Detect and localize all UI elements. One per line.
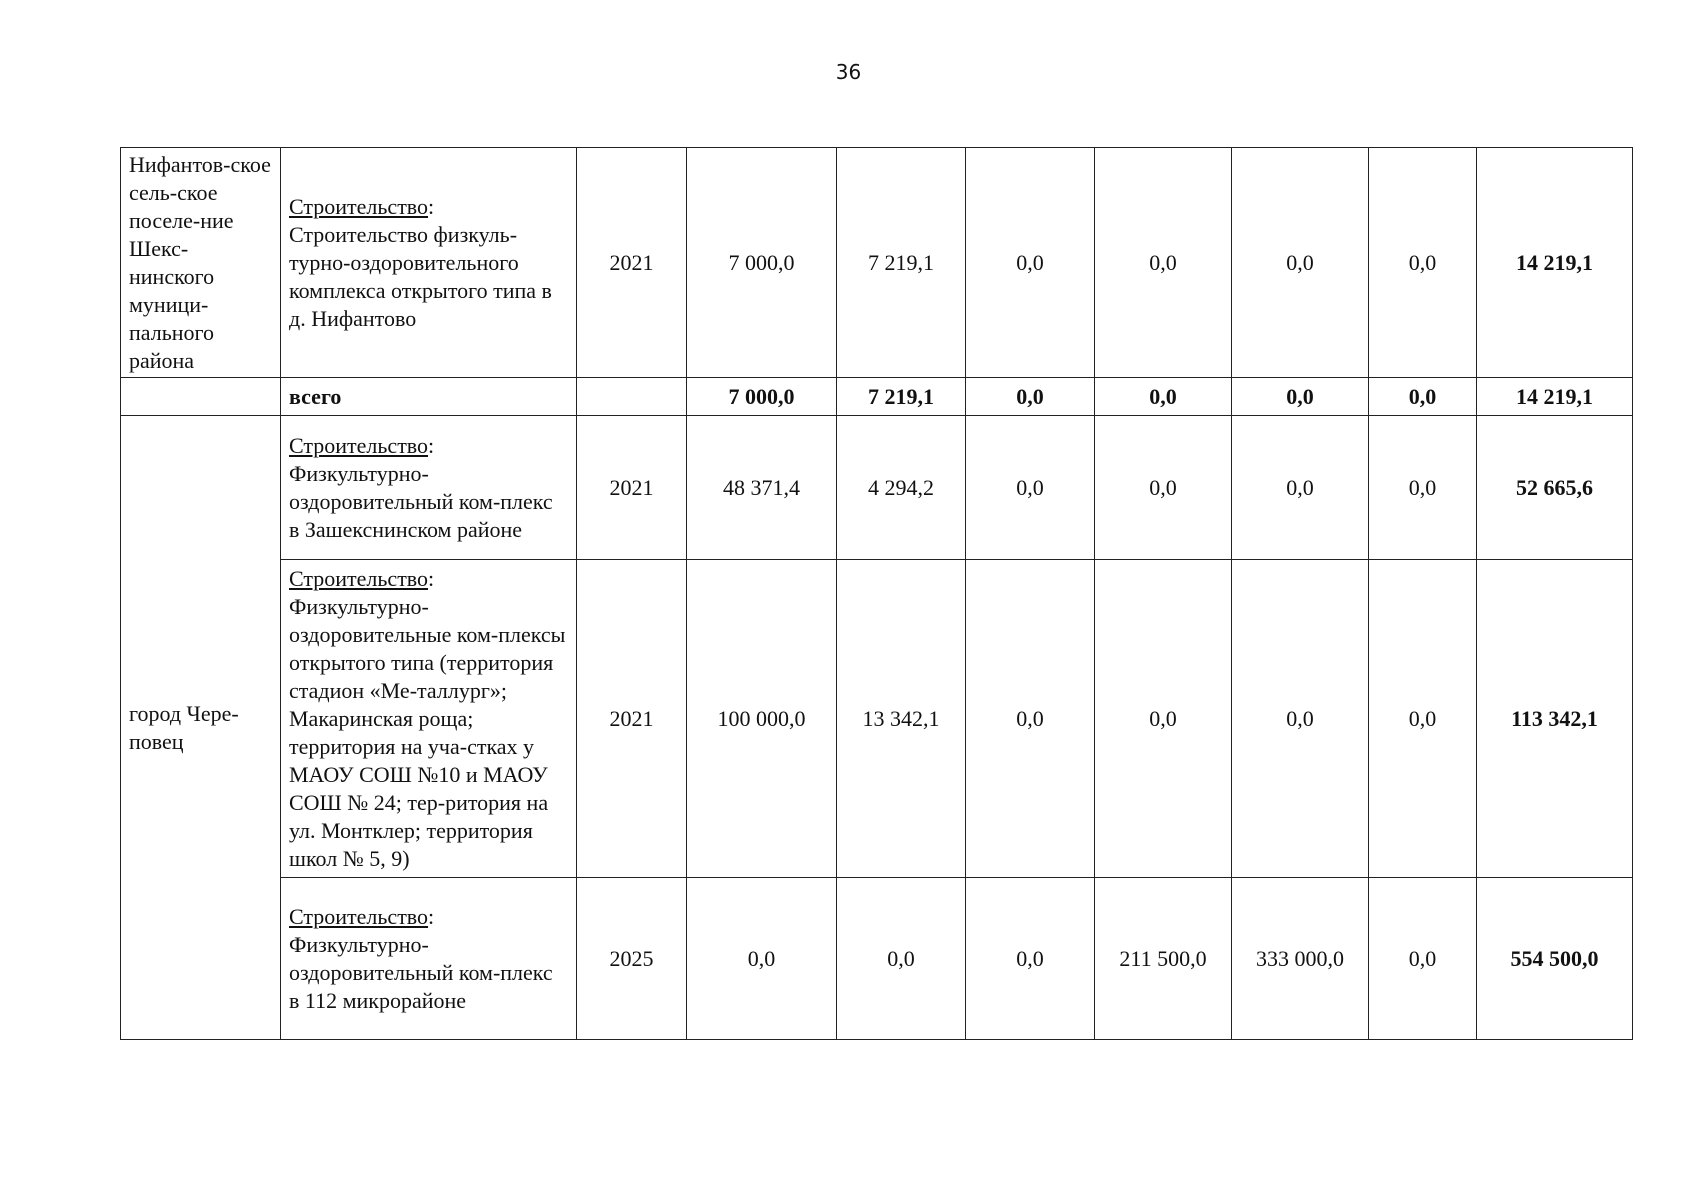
value-cell: 0,0 <box>966 878 1095 1040</box>
table-row <box>121 148 1633 378</box>
value-cell: 0,0 <box>687 878 837 1040</box>
value-cell: 4 294,2 <box>837 416 966 560</box>
project-description: Физкультурно-оздоровительные ком-плексы открытого типа (территория стадион «Ме-таллург»; Макаринская роща; территория на уча-стках у МАОУ СОШ №10 и МАОУ СОШ № 24; тер-ритория на ул. Монтклер; территория школ № 5, 9) <box>289 593 566 871</box>
total-cell: 14 219,1 <box>1477 148 1633 378</box>
table-row <box>121 560 1633 878</box>
project-description-cell: Строительство: Физкультурно-оздоровительный ком-плекс в 112 микрорайоне <box>281 878 577 1040</box>
project-description-cell: Строительство: Физкультурно-оздоровительный ком-плекс в Зашекснинском районе <box>281 416 577 560</box>
value-cell: 7 219,1 <box>837 148 966 378</box>
municipality-cell: город Чере-повец <box>121 416 281 1040</box>
value-cell: 0,0 <box>1369 416 1477 560</box>
total-cell: 52 665,6 <box>1477 416 1633 560</box>
value-cell: 0,0 <box>1095 148 1232 378</box>
project-description-cell: Строительство: Физкультурно-оздоровительные ком-плексы открытого типа (территория стадион «Ме-таллург»; Макаринская роща; территория на уча-стках у МАОУ СОШ №10 и МАОУ СОШ № 24; тер-ритория на ул. Монтклер; территория школ № 5, 9) <box>281 560 577 878</box>
value-cell: 0,0 <box>1095 416 1232 560</box>
value-cell: 0,0 <box>966 416 1095 560</box>
subtotal-value: 0,0 <box>1095 378 1232 416</box>
value-cell: 0,0 <box>1232 148 1369 378</box>
project-type-label: Строительство <box>289 903 429 929</box>
value-cell: 0,0 <box>837 878 966 1040</box>
value-cell: 211 500,0 <box>1095 878 1232 1040</box>
project-type-label: Строительство <box>289 432 429 458</box>
year-cell: 2021 <box>577 560 687 878</box>
year-cell: 2021 <box>577 148 687 378</box>
municipality-cell: Нифантов-ское сель-ское поселе-ние Шекс-нинского муници-пального района <box>121 148 281 378</box>
subtotal-value: 0,0 <box>1369 378 1477 416</box>
value-cell: 13 342,1 <box>837 560 966 878</box>
value-cell: 0,0 <box>1369 148 1477 378</box>
subtotal-label: всего <box>281 378 577 416</box>
total-cell: 554 500,0 <box>1477 878 1633 1040</box>
subtotal-value: 0,0 <box>1232 378 1369 416</box>
project-type-label: Строительство <box>289 193 429 219</box>
value-cell: 0,0 <box>1232 560 1369 878</box>
project-description: Строительство физкуль-турно-оздоровительного комплекса открытого типа в д. Нифантово <box>289 221 552 331</box>
year-cell: 2025 <box>577 878 687 1040</box>
project-description: Физкультурно-оздоровительный ком-плекс в Зашекснинском районе <box>289 460 553 542</box>
value-cell: 0,0 <box>1232 416 1369 560</box>
page-number: 36 <box>835 60 862 84</box>
empty-cell <box>577 378 687 416</box>
project-type-label: Строительство <box>289 565 429 591</box>
subtotal-value: 7 000,0 <box>687 378 837 416</box>
value-cell: 0,0 <box>1369 878 1477 1040</box>
table-row <box>121 416 1633 560</box>
value-cell: 100 000,0 <box>687 560 837 878</box>
value-cell: 0,0 <box>966 148 1095 378</box>
subtotal-value: 7 219,1 <box>837 378 966 416</box>
empty-cell <box>121 378 281 416</box>
subtotal-value: 0,0 <box>966 378 1095 416</box>
value-cell: 7 000,0 <box>687 148 837 378</box>
project-description-cell: Строительство: Строительство физкуль-турно-оздоровительного комплекса открытого типа в д. Нифантово <box>281 148 577 378</box>
total-cell: 113 342,1 <box>1477 560 1633 878</box>
table-row <box>121 878 1633 1040</box>
value-cell: 0,0 <box>1095 560 1232 878</box>
value-cell: 48 371,4 <box>687 416 837 560</box>
project-description: Физкультурно-оздоровительный ком-плекс в 112 микрорайоне <box>289 931 553 1013</box>
value-cell: 0,0 <box>1369 560 1477 878</box>
subtotal-row <box>121 378 1633 416</box>
budget-table <box>120 147 1633 1040</box>
value-cell: 333 000,0 <box>1232 878 1369 1040</box>
year-cell: 2021 <box>577 416 687 560</box>
subtotal-total: 14 219,1 <box>1477 378 1633 416</box>
value-cell: 0,0 <box>966 560 1095 878</box>
